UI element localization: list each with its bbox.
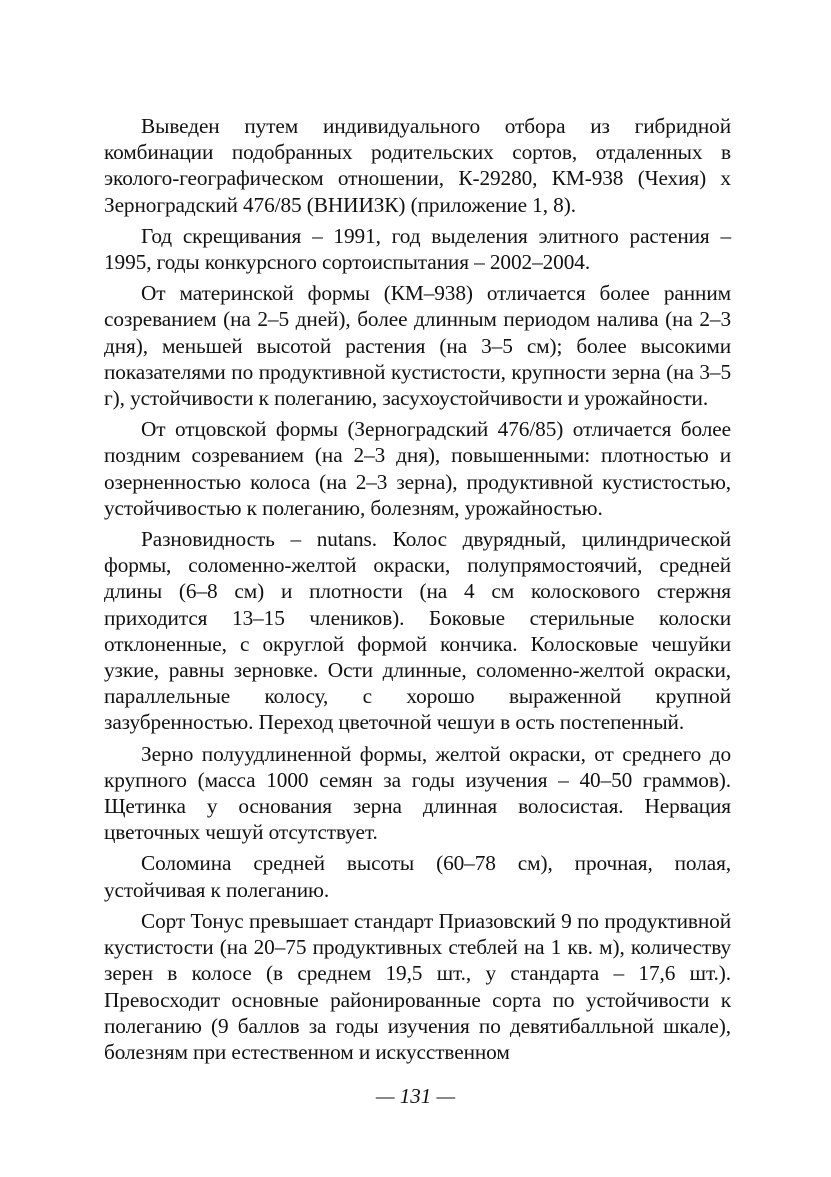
paragraph-maternal-form: От материнской формы (КМ–938) отличается более ранним созреванием (на 2–5 дней), более длинным периодом налива (на 2–3 дня), меньшей высотой растения (на 3–5 см); более высокими показателями по продуктивной кустистости, крупности зерна (на 3–5 г), устойчивости к полеганию, засухоустойчивости и урожайности. bbox=[104, 281, 731, 411]
paragraph-paternal-form: От отцовской формы (Зерноградский 476/85) отличается более поздним созреванием (на 2–3 дня), повышенными: плотностью и озерненностью колоса (на 2–3 зерна), продуктивной кустистостью, устойчивостью к полеганию, болезням, урожайностью. bbox=[104, 417, 731, 520]
paragraph-variety: Разновидность – nutans. Колос двурядный, цилиндрической формы, соломенно-желтой окраски, полупрямостоячий, средней длины (6–8 см) и плотности (на 4 см колоскового стержня приходится 13–15 члеников). Боковые стерильные колоски отклоненные, с округлой формой кончика. Колосковые чешуйки узкие, равны зерновке. Ости длинные, соломенно-желтой окраски, параллельные колосу, с хорошо выраженной крупной зазубренностью. Переход цветочной чешуи в ость постепенный. bbox=[104, 527, 731, 735]
page-body bbox=[104, 113, 731, 1070]
paragraph-straw: Соломина средней высоты (60–78 см), прочная, полая, устойчивая к полеганию. bbox=[104, 851, 731, 902]
paragraph-origin: Выведен путем индивидуального отбора из гибридной комбинации подобранных родительских сортов, отдаленных в эколого-географическом отношении, К-29280, КМ-938 (Чехия) х Зерноградский 476/85 (ВНИИЗК) (приложение 1, 8). bbox=[104, 114, 731, 217]
page-number: — 131 — bbox=[375, 1084, 456, 1108]
paragraph-grain: Зерно полуудлиненной формы, желтой окраски, от среднего до крупного (масса 1000 семян за годы изучения – 40–50 граммов). Щетинка у основания зерна длинная волосистая. Нервация цветочных чешуй отсутствует. bbox=[104, 741, 731, 845]
paragraph-comparison: Сорт Тонус превышает стандарт Приазовский 9 по продуктивной кустистости (на 20–75 продуктивных стеблей на 1 кв. м), количеству зерен в колосе (в среднем 19,5 шт., у стандарта – 17,6 шт.). Превосходит основные районированные сорта по устойчивости к полеганию (9 баллов за годы изучения по девятибалльной шкале), болезням при естественном и искусственном bbox=[104, 908, 731, 1064]
paragraph-years: Год скрещивания – 1991, год выделения элитного растения – 1995, годы конкурсного сортоиспытания – 2002–2004. bbox=[104, 223, 731, 275]
